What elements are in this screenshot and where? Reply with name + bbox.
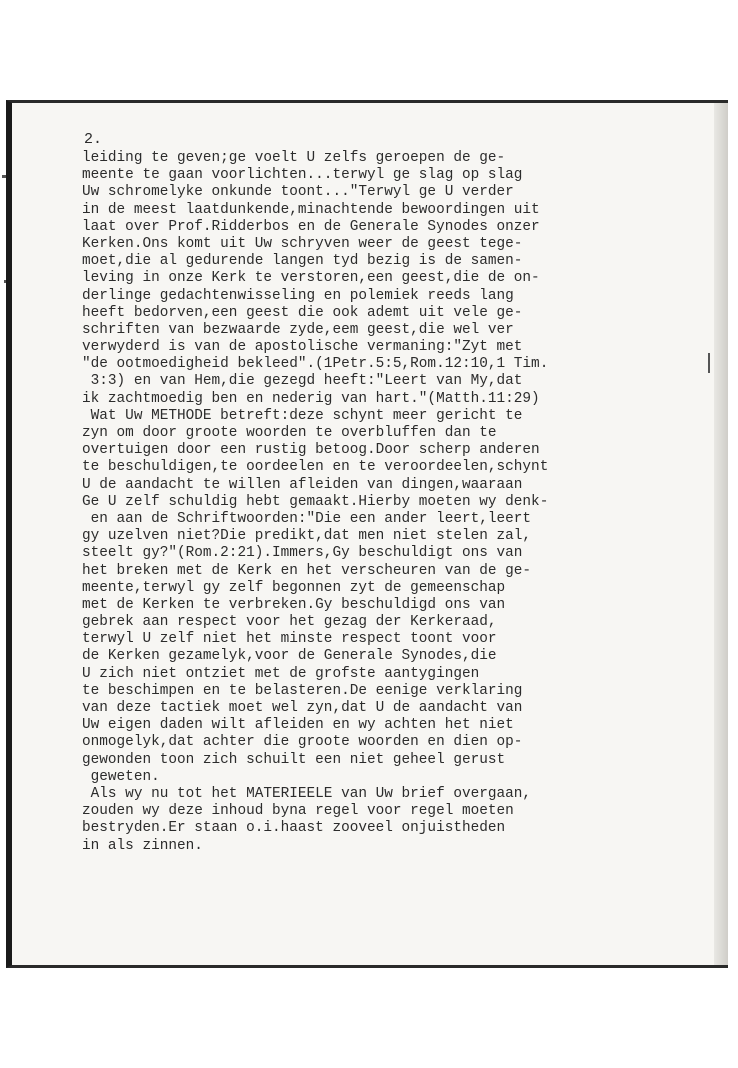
scan-edge-mark — [708, 353, 710, 373]
text-line: overtuigen door een rustig betoog.Door scherp anderen — [82, 442, 540, 459]
text-line: Kerken.Ons komt uit Uw schryven weer de geest tege- — [82, 235, 523, 252]
text-line: terwyl U zelf niet het minste respect toont voor — [82, 631, 497, 648]
text-line: U zich niet ontziet met de grofste aantygingen — [82, 665, 480, 682]
text-line: laat over Prof.Ridderbos en de Generale Synodes onzer — [82, 218, 540, 235]
text-line: U de aandacht te willen afleiden van dingen,waaraan — [82, 476, 523, 493]
text-line: Wat Uw METHODE betreft:deze schynt meer gericht te — [82, 407, 523, 424]
text-line: te beschuldigen,te oordeelen en te veroordeelen,schynt — [82, 459, 549, 476]
typed-text-body — [82, 150, 682, 855]
text-line: Uw eigen daden wilt afleiden en wy achten het niet — [82, 717, 514, 734]
text-line: moet,die al gedurende langen tyd bezig is de samen- — [82, 253, 523, 270]
text-line: derlinge gedachtenwisseling en polemiek reeds lang — [82, 287, 514, 304]
text-line: te beschimpen en te belasteren.De eenige verklaring — [82, 682, 523, 699]
page-edge-shadow — [714, 103, 728, 965]
text-line: steelt gy?"(Rom.2:21).Immers,Gy beschuldigt ons van — [82, 545, 523, 562]
text-line: "de ootmoedigheid bekleed".(1Petr.5:5,Rom.12:10,1 Tim. — [82, 356, 549, 373]
text-line: gy uzelven niet?Die predikt,dat men niet stelen zal, — [82, 528, 532, 545]
text-line: zouden wy deze inhoud byna regel voor regel moeten — [82, 803, 514, 820]
text-line: in de meest laatdunkende,minachtende bewoordingen uit — [82, 201, 540, 218]
text-line: Ge U zelf schuldig hebt gemaakt.Hierby moeten wy denk- — [82, 493, 549, 510]
text-line: de Kerken gezamelyk,voor de Generale Synodes,die — [82, 648, 497, 665]
text-line: Uw schromelyke onkunde toont..."Terwyl ge U verder — [82, 184, 514, 201]
text-line: heeft bedorven,een geest die ook ademt uit vele ge- — [82, 304, 523, 321]
page-number: 2. — [84, 131, 103, 148]
text-line: van deze tactiek moet wel zyn,dat U de aandacht van — [82, 700, 523, 716]
text-line: in als zinnen. — [82, 837, 203, 854]
text-line: Als wy nu tot het MATERIEELE van Uw brief overgaan, — [82, 785, 532, 802]
text-line: meente te gaan voorlichten...terwyl ge slag op slag — [82, 167, 523, 184]
text-line: schriften van bezwaarde zyde,eem geest,die wel ver — [82, 321, 514, 338]
text-line: met de Kerken te verbreken.Gy beschuldigd ons van — [82, 596, 506, 613]
text-line: verwyderd is van de apostolische vermaning:"Zyt met — [82, 339, 523, 356]
text-line: gebrek aan respect voor het gezag der Kerkeraad, — [82, 614, 497, 631]
typed-page — [6, 100, 728, 968]
text-line: leiding te geven;ge voelt U zelfs geroepen de ge- — [82, 150, 506, 166]
text-line: geweten. — [82, 768, 160, 785]
text-line: en aan de Schriftwoorden:"Die een ander leert,leert — [82, 510, 532, 527]
text-line: leving in onze Kerk te verstoren,een geest,die de on- — [82, 270, 540, 287]
text-line: zyn om door groote woorden te overbluffen dan te — [82, 425, 497, 441]
text-line: het breken met de Kerk en het verscheuren van de ge- — [82, 562, 532, 579]
text-line: 3:3) en van Hem,die gezegd heeft:"Leert van My,dat — [82, 373, 523, 390]
text-line: ik zachtmoedig ben en nederig van hart."(Matth.11:29) — [82, 390, 540, 407]
text-line: gewonden toon zich schuilt een niet geheel gerust — [82, 751, 506, 768]
text-line: meente,terwyl gy zelf begonnen zyt de gemeenschap — [82, 579, 506, 596]
text-line: bestryden.Er staan o.i.haast zooveel onjuistheden — [82, 820, 506, 837]
text-line: onmogelyk,dat achter die groote woorden en dien op- — [82, 734, 523, 751]
